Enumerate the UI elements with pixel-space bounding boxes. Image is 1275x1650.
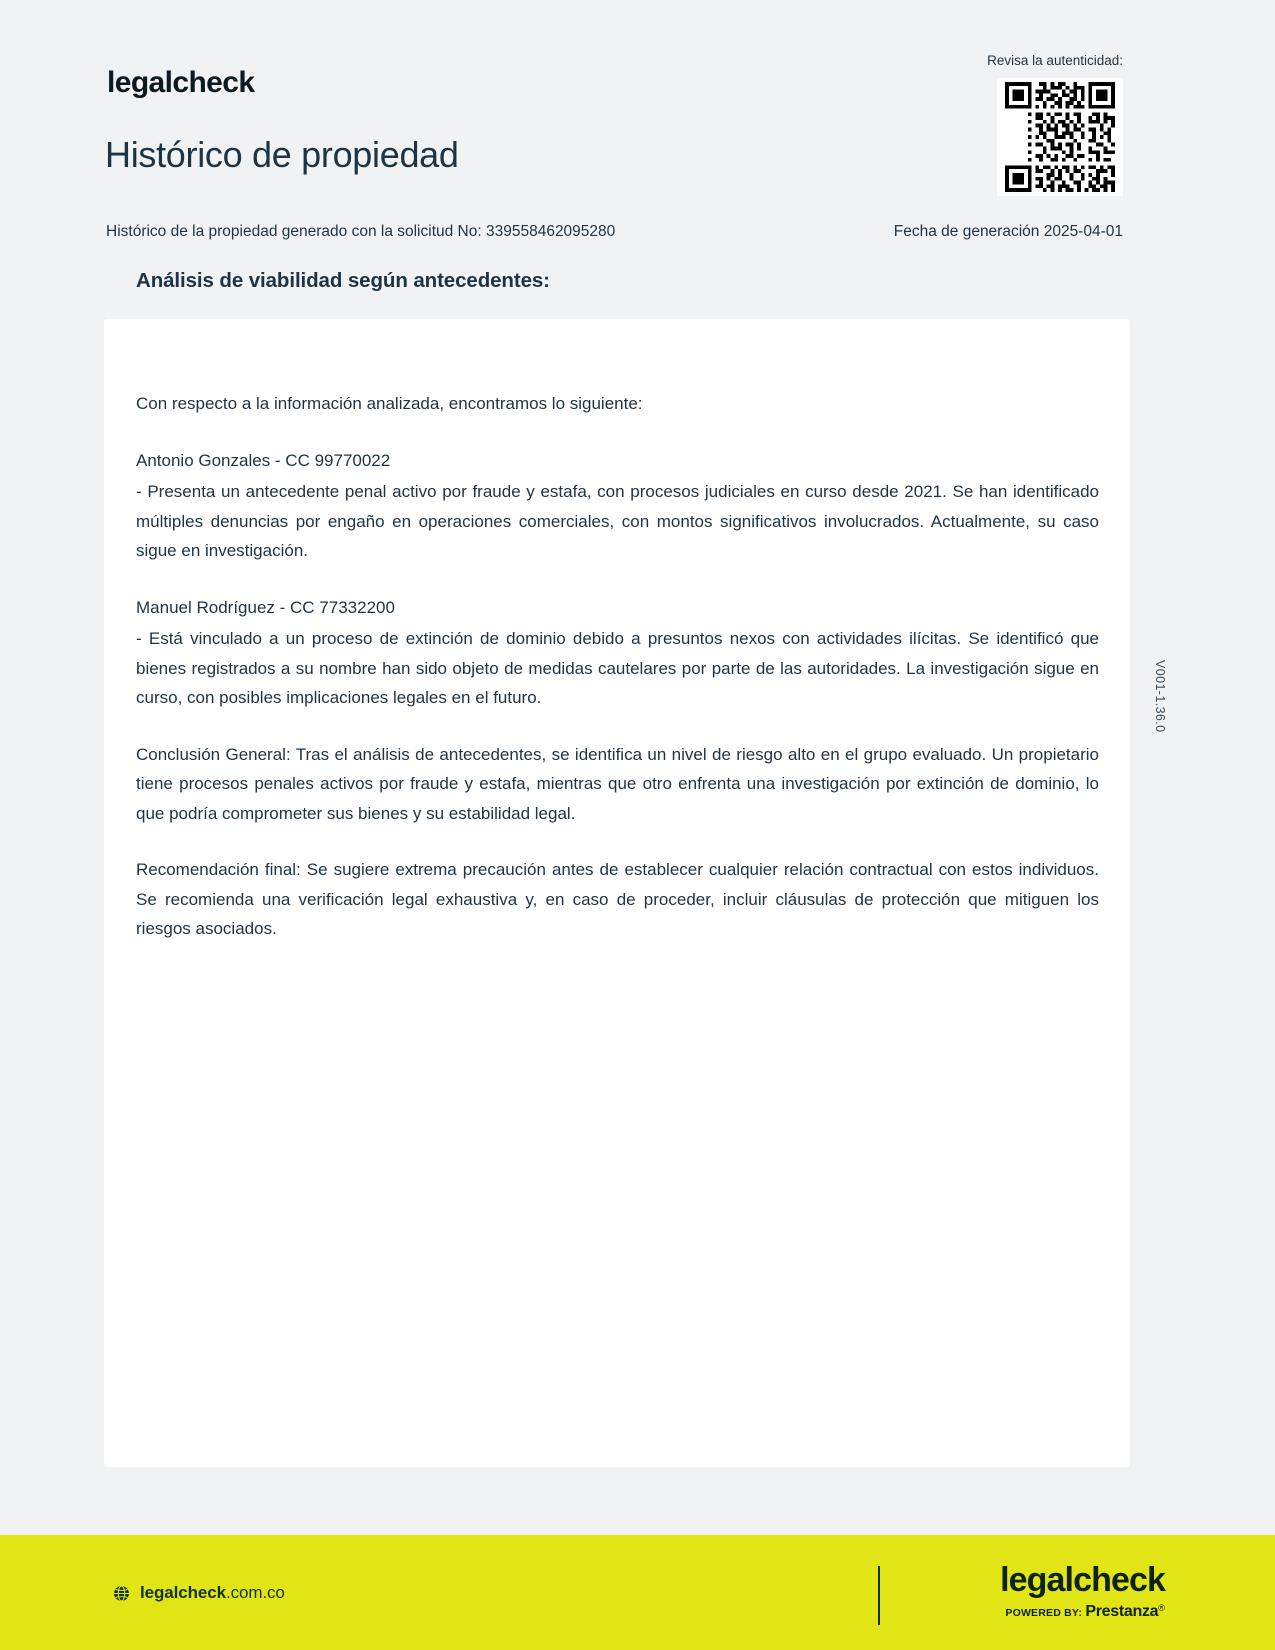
analysis-card (104, 319, 1130, 1467)
footer-website-link[interactable] (113, 1583, 285, 1603)
qr-code-icon (997, 78, 1123, 196)
header-brand-logo: legalcheck (107, 66, 255, 99)
solicitud-number-line: Histórico de la propiedad generado con la solicitud No: 339558462095280 (106, 223, 616, 240)
person-2-detail: - Está vinculado a un proceso de extinción de dominio debido a presuntos nexos con actividades ilícitas. Se identificó que bienes registrados a su nombre han sido objeto de medidas cautelares por parte de las autoridades. La investigación sigue en curso, con posibles implicaciones legales en el futuro. (136, 629, 1099, 707)
conclusion-paragraph: Conclusión General: Tras el análisis de antecedentes, se identifica un nivel de riesgo alto en el grupo evaluado. Un propietario tiene procesos penales activos por fraude y estafa, mientras que otro enfrenta una investigación por extinción de dominio, lo que podría comprometer sus bienes y su estabilidad legal. (136, 744, 1099, 823)
footer-url-text (140, 1583, 285, 1603)
footer-powered-prefix: POWERED BY: (1005, 1606, 1083, 1619)
page-title: Histórico de propiedad (105, 134, 459, 175)
person-1-name: Antonio Gonzales - CC 99770022 (136, 450, 391, 470)
person-2-name: Manuel Rodríguez - CC 77332200 (136, 597, 395, 617)
generation-date-line: Fecha de generación 2025-04-01 (893, 223, 1123, 240)
analysis-card-body (136, 389, 1099, 944)
section-heading-analysis: Análisis de viabilidad según antecedentes: (136, 269, 550, 292)
footer-powered-name: Prestanza (1085, 1602, 1159, 1620)
footer-powered-by (1000, 1601, 1165, 1620)
footer-url-suffix: .com.co (225, 1583, 285, 1602)
recommendation-paragraph: Recomendación final: Se sugiere extrema precaución antes de establecer cualquier relación contractual con estos individuos. Se recomienda una verificación legal exhaustiva y, en caso de proceder, incluir cláusulas de protección que mitiguen los riesgos asociados. (136, 860, 1099, 938)
footer-divider (878, 1566, 880, 1625)
document-version-label: V001-1.36.0 (1153, 660, 1167, 733)
footer-brand-block (1000, 1561, 1165, 1620)
qr-caption: Revisa la autenticidad: (987, 53, 1123, 68)
page-footer (0, 1535, 1275, 1650)
person-1-detail: - Presenta un antecedente penal activo por fraude y estafa, con procesos judiciales en curso desde 2021. Se han identificado múltiples denuncias por engaño en operaciones comerciales, con montos significativos involucrados. Actualmente, su caso sigue en investigación. (136, 482, 1099, 560)
footer-url-bold: legalcheck (140, 1583, 226, 1602)
intro-paragraph: Con respecto a la información analizada, encontramos lo siguiente: (136, 394, 643, 413)
footer-powered-mark: ® (1158, 1603, 1165, 1613)
footer-brand-name: legalcheck (1000, 1561, 1165, 1599)
globe-icon (113, 1585, 130, 1602)
